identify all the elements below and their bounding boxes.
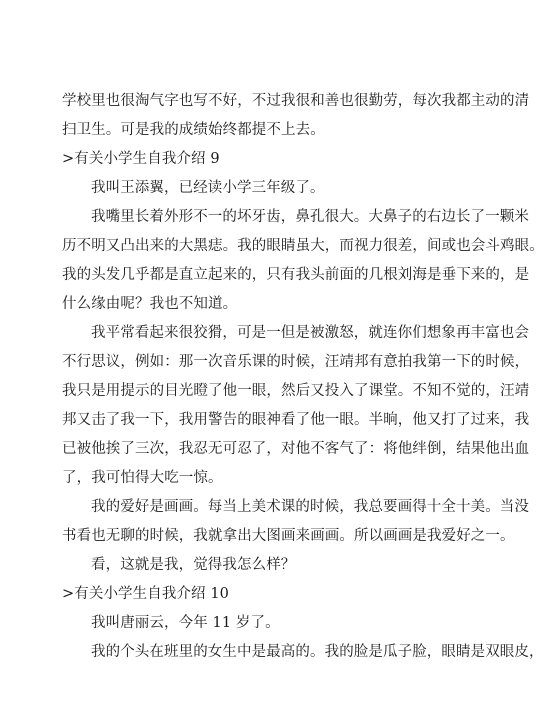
- section-heading: >有关小学生自我介绍 9: [62, 151, 220, 167]
- paragraph-line: 了，我可怕得大吃一惊。: [62, 470, 223, 486]
- paragraph-line: 书看也无聊的时候，我就拿出大图画来画画。所以画画是我爱好之一。: [62, 528, 515, 544]
- paragraph-line: 已被他挨了三次，我忍无可忍了，对他不客气了：将他绊倒，结果他出血: [62, 441, 530, 457]
- paragraph-line: 我平常看起来很狡猾，可是一但是被激怒，就连你们想象再丰富也会: [91, 325, 529, 341]
- paragraph-line: 看，这就是我，觉得我怎么样？: [91, 557, 296, 573]
- paragraph-line: 我叫王添翼，已经读小学三年级了。: [91, 180, 325, 196]
- section-heading: >有关小学生自我介绍 10: [62, 586, 230, 602]
- paragraph-line: 我的爱好是画画。每当上美术课的时候，我总要画得十全十美。当没: [91, 499, 529, 515]
- paragraph-line: 我的个头在班里的女生中是最高的。我的脸是瓜子脸，眼睛是双眼皮，: [91, 644, 544, 660]
- paragraph-line: 不行思议，例如：那一次音乐课的时候，汪靖邦有意拍我第一下的时候，: [62, 354, 530, 370]
- paragraph-line: 我的头发几乎都是直立起来的，只有我头前面的几根刘海是垂下来的，是: [62, 267, 530, 283]
- paragraph-line: 我嘴里长着外形不一的坏牙齿，鼻孔很大。大鼻子的右边长了一颗米: [91, 209, 529, 225]
- paragraph-line: 学校里也很淘气字也写不好，不过我很和善也很勤劳，每次我都主动的清: [62, 93, 530, 109]
- paragraph-line: 我只是用提示的目光瞪了他一眼，然后又投入了课堂。不知不觉的，汪靖: [62, 383, 530, 399]
- paragraph-line: 邦又击了我一下，我用警告的眼神看了他一眼。半晌，他又打了过来，我: [62, 412, 530, 428]
- paragraph-line: 我叫唐丽云，今年 11 岁了。: [91, 615, 280, 631]
- paragraph-line: 什么缘由呢？我也不知道。: [62, 296, 238, 312]
- paragraph-line: 历不明又凸出来的大黑痣。我的眼睛虽大，而视力很差，间或也会斗鸡眼。: [62, 238, 544, 254]
- paragraph-line: 扫卫生。可是我的成绩始终都提不上去。: [62, 122, 325, 138]
